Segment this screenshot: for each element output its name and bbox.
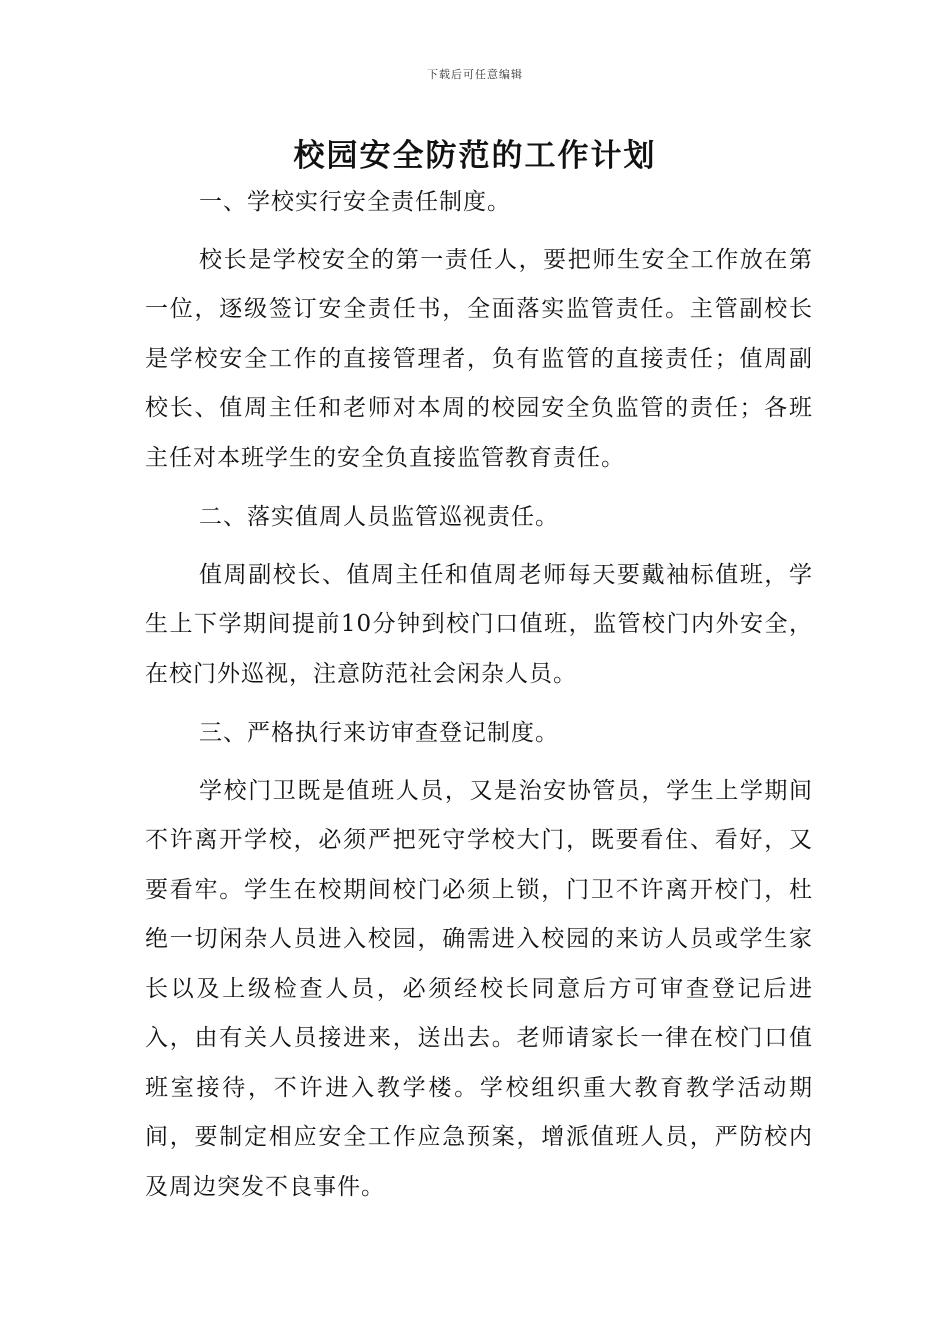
section-paragraph-1: 校长是学校安全的第一责任人，要把师生安全工作放在第一位，逐级签订安全责任书，全面落实监管责任。主管副校长是学校安全工作的直接管理者，负有监管的直接责任；值周副校长、值周主任和老师对本周的校园安全负监管的责任；各班主任对本班学生的安全负直接监管教育责任。 (145, 246, 813, 471)
section-paragraph-2: 值周副校长、值周主任和值周老师每天要戴袖标值班，学生上下学期间提前10分钟到校门口值班，监管校门内外安全，在校门外巡视，注意防范社会闲杂人员。 (145, 561, 813, 687)
section-heading-2: 二、落实值周人员监管巡视责任。 (199, 504, 560, 530)
section-spacer (145, 483, 813, 493)
section-spacer (145, 699, 813, 709)
section-paragraph-3: 学校门卫既是值班人员，又是治安协管员，学生上学期间不许离开学校，必须严把死守学校大门，既要看住、看好，又要看牢。学生在校期间校门必须上锁，门卫不许离开校门，杜绝一切闲杂人员进入校园，确需进入校园的来访人员或学生家长以及上级检查人员，必须经校长同意后方可审查登记后进入，由有关人员接进来，送出去。老师请家长一律在校门口值班室接待，不许进入教学楼。学校组织重大教育教学活动期间，要制定相应安全工作应急预案，增派值班人员，严防校内及周边突发不良事件。 (145, 777, 813, 1200)
section-heading-3: 三、严格执行来访审查登记制度。 (199, 720, 560, 746)
document-body (145, 178, 813, 1212)
header-note: 下载后可任意编辑 (427, 68, 523, 81)
document-title: 校园安全防范的工作计划 (293, 138, 657, 174)
section-heading-1: 一、学校实行安全责任制度。 (199, 189, 512, 215)
